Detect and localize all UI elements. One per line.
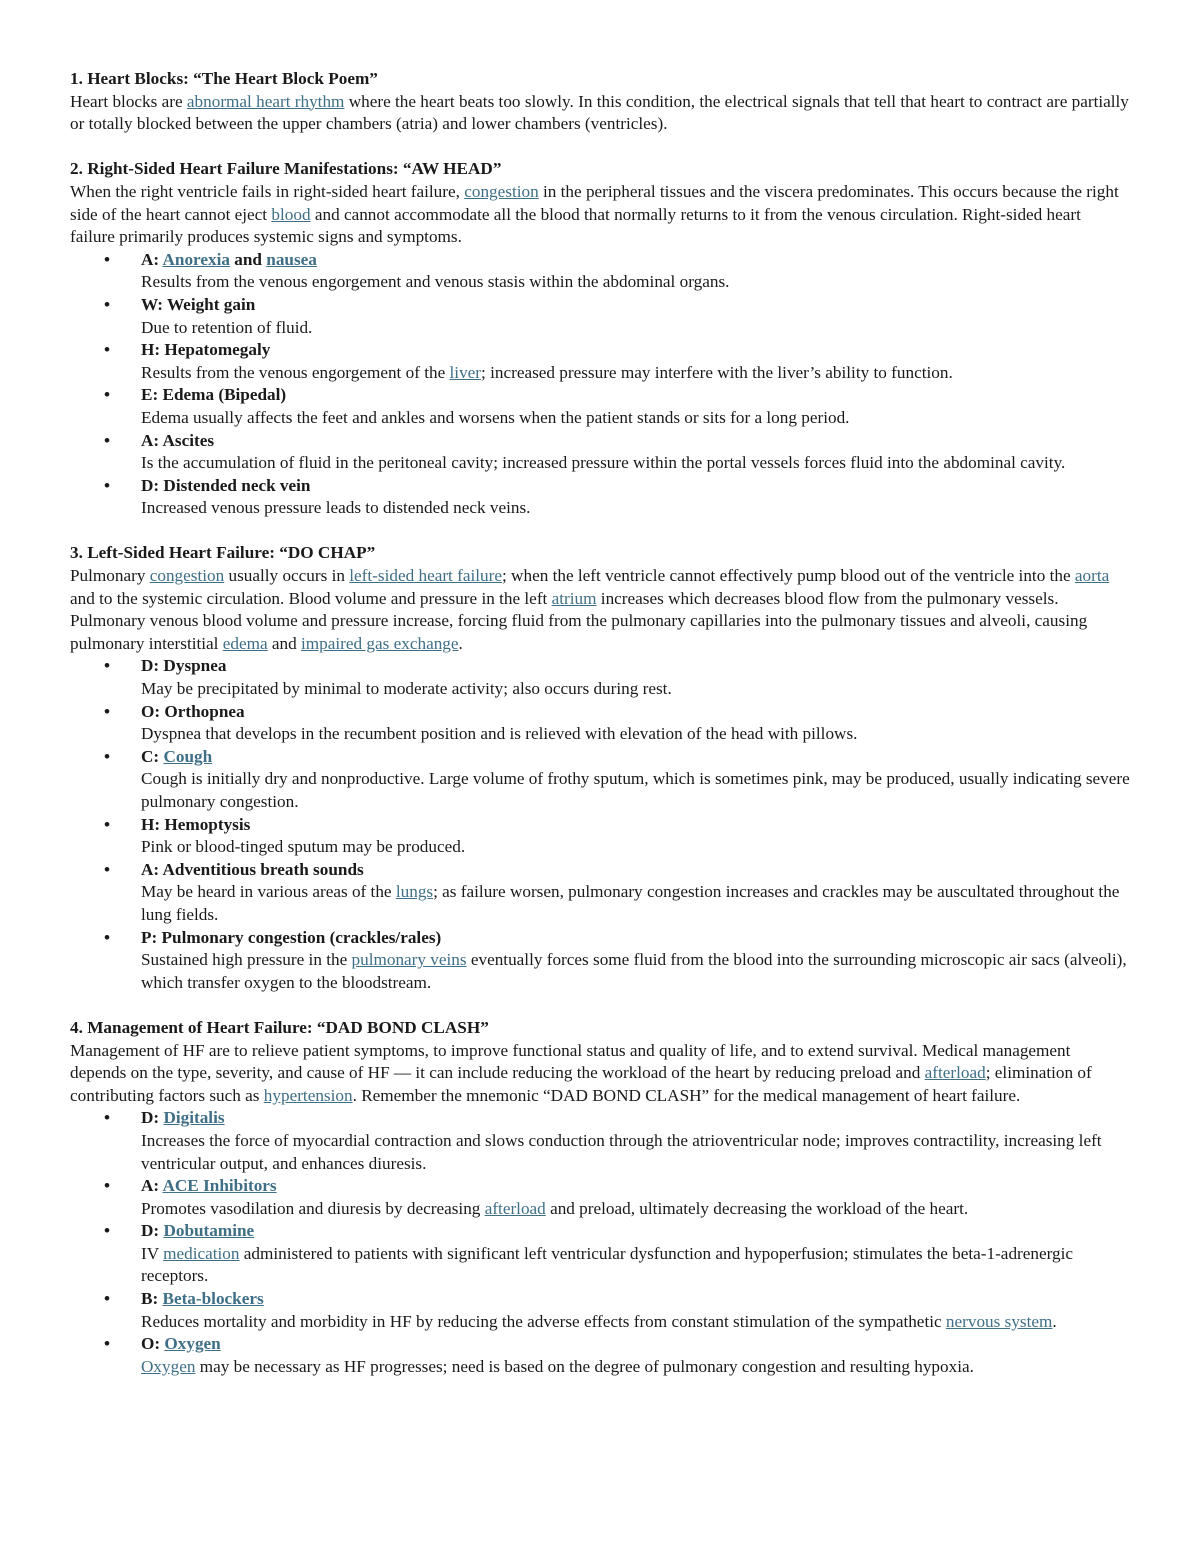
text-run: ; as failure worsen, pulmonary congestion increases and crackles may be auscultated throughout the lung fields. — [141, 882, 1120, 924]
item-title — [141, 860, 364, 879]
hyperlink[interactable]: atrium — [551, 588, 597, 608]
hyperlink[interactable]: afterload — [924, 1063, 986, 1083]
list-item — [70, 859, 1130, 927]
item-description — [141, 1198, 1130, 1221]
bullet-icon: • — [104, 814, 111, 834]
text-run: ; when the left ventricle cannot effectively pump blood out of the ventricle into the — [501, 566, 1075, 586]
bullet-icon: • — [104, 430, 111, 450]
item-title — [141, 431, 214, 450]
item-title — [141, 476, 311, 495]
text-run: A: Ascites — [141, 430, 215, 450]
item-title — [141, 656, 226, 675]
item-title — [141, 928, 441, 947]
text-run: IV — [141, 1243, 164, 1263]
hyperlink[interactable]: nausea — [266, 249, 317, 269]
section-paragraph — [70, 565, 1130, 655]
list-item — [70, 1107, 1130, 1175]
item-title — [141, 815, 250, 834]
section-heading: 1. Heart Blocks: “The Heart Block Poem” — [70, 69, 378, 88]
item-description — [141, 881, 1130, 926]
text-run: . Remember the mnemonic “DAD BOND CLASH” for the medical management of heart failure. — [352, 1085, 1021, 1105]
list-item — [70, 814, 1130, 859]
text-run: where the heart beats too slowly. In this condition, the electrical signals that tell that heart to contract are partially or totally blocked between the upper chambers (atria) and lower chambers (ventricles). — [70, 91, 1129, 134]
hyperlink[interactable]: Oxygen — [164, 1334, 221, 1354]
hyperlink[interactable]: left-sided heart failure — [349, 566, 502, 586]
hyperlink[interactable]: pulmonary veins — [351, 950, 467, 970]
item-title — [141, 385, 286, 404]
text-run: D: Dyspnea — [141, 656, 227, 676]
item-title — [141, 1289, 264, 1308]
bullet-icon: • — [104, 385, 111, 405]
text-run: D: — [141, 1108, 164, 1128]
bullet-icon: • — [104, 1221, 111, 1241]
item-title — [141, 747, 212, 766]
text-run: ; elimination of contributing factors such as — [70, 1063, 1092, 1105]
item-title — [141, 1176, 277, 1195]
text-run: Is the accumulation of fluid in the peritoneal cavity; increased pressure within the portal vessels forces fluid into the abdominal cavity. — [141, 453, 1066, 473]
bullet-icon: • — [104, 656, 111, 676]
text-run: Dyspnea that develops in the recumbent position and is relieved with elevation of the head with pillows. — [141, 724, 858, 744]
section-1 — [70, 68, 1130, 136]
section-3 — [70, 542, 1130, 994]
text-run: When the right ventricle fails in right-sided heart failure, — [70, 181, 465, 201]
text-run: may be necessary as HF progresses; need is based on the degree of pulmonary congestion and resulting hypoxia. — [195, 1356, 974, 1376]
item-title — [141, 1334, 221, 1353]
item-description — [141, 1243, 1130, 1288]
text-run: and cannot accommodate all the blood that normally returns to it from the venous circulation. Right-sided heart failure primarily produces systemic signs and symptoms. — [70, 204, 1081, 247]
bullet-icon: • — [104, 1108, 111, 1128]
text-run: O: Orthopnea — [141, 701, 245, 721]
list-item — [70, 384, 1130, 429]
text-run: Results from the venous engorgement of the — [141, 362, 450, 382]
hyperlink[interactable]: Anorexia — [162, 249, 230, 269]
text-run: ; increased pressure may interfere with the liver’s ability to function. — [481, 362, 953, 382]
item-title — [141, 295, 255, 314]
bullet-icon: • — [104, 746, 111, 766]
text-run: Due to retention of fluid. — [141, 317, 313, 337]
list-item — [70, 1288, 1130, 1333]
text-run: . — [458, 633, 463, 653]
list-item — [70, 701, 1130, 746]
item-description — [141, 271, 1130, 294]
text-run: May be heard in various areas of the — [141, 882, 396, 902]
text-run: Reduces mortality and morbidity in HF by reducing the adverse effects from constant stimulation of the sympathetic — [141, 1311, 946, 1331]
bullet-icon: • — [104, 1289, 111, 1309]
item-description — [141, 362, 1130, 385]
text-run: . — [1052, 1311, 1057, 1331]
hyperlink[interactable]: edema — [222, 633, 268, 653]
hyperlink[interactable]: ACE Inhibitors — [162, 1176, 277, 1196]
item-description — [141, 497, 1130, 520]
text-run: Pink or blood-tinged sputum may be produced. — [141, 837, 466, 857]
section-2 — [70, 158, 1130, 520]
item-description — [141, 407, 1130, 430]
text-run: administered to patients with significant left ventricular dysfunction and hypoperfusion; stimulates the beta-1-adrenergic receptors. — [141, 1243, 1074, 1286]
hyperlink[interactable]: medication — [163, 1243, 240, 1263]
bullet-list — [70, 249, 1130, 520]
hyperlink[interactable]: congestion — [149, 566, 225, 586]
item-title — [141, 1221, 254, 1240]
text-run: and — [229, 249, 267, 269]
hyperlink[interactable]: Beta-blockers — [162, 1289, 264, 1309]
text-run: and to the systemic circulation. Blood volume and pressure in the left — [70, 588, 552, 608]
item-description — [141, 768, 1130, 813]
item-description — [141, 678, 1130, 701]
text-run: Edema usually affects the feet and ankles and worsens when the patient stands or sits for a long period. — [141, 407, 850, 427]
hyperlink[interactable]: abnormal heart rhythm — [186, 91, 345, 111]
section-heading: 3. Left-Sided Heart Failure: “DO CHAP” — [70, 543, 376, 563]
list-item — [70, 339, 1130, 384]
list-item — [70, 927, 1130, 995]
item-title — [141, 340, 270, 359]
hyperlink[interactable]: hypertension — [263, 1085, 353, 1105]
list-item — [70, 1333, 1130, 1378]
hyperlink[interactable]: liver — [449, 362, 482, 382]
text-run: H: Hemoptysis — [141, 814, 251, 834]
text-run: Sustained high pressure in the — [141, 950, 352, 970]
bullet-icon: • — [104, 249, 111, 269]
text-run: P: Pulmonary congestion (crackles/rales) — [141, 927, 442, 947]
section-heading: 2. Right-Sided Heart Failure Manifestations: “AW HEAD” — [70, 159, 502, 179]
section-heading: 4. Management of Heart Failure: “DAD BOND CLASH” — [70, 1017, 489, 1037]
text-run: D: Distended neck vein — [141, 475, 311, 495]
item-description — [141, 1130, 1130, 1175]
hyperlink[interactable]: aorta — [1074, 566, 1110, 586]
hyperlink[interactable]: nervous system — [945, 1311, 1053, 1331]
bullet-icon: • — [104, 1176, 111, 1196]
item-description — [141, 1311, 1130, 1334]
text-run: usually occurs in — [224, 566, 350, 586]
text-run: Cough is initially dry and nonproductive. Large volume of frothy sputum, which is sometimes pink, may be produced, usually indicating severe pulmonary congestion. — [141, 769, 1130, 811]
text-run: Promotes vasodilation and diuresis by decreasing — [141, 1198, 485, 1218]
bullet-icon: • — [104, 927, 111, 947]
item-description — [141, 949, 1130, 994]
text-run: A: — [141, 1176, 163, 1196]
item-title — [141, 702, 245, 721]
section-4 — [70, 1017, 1130, 1379]
section-paragraph — [70, 1040, 1130, 1108]
text-run: May be precipitated by minimal to moderate activity; also occurs during rest. — [141, 679, 672, 699]
hyperlink[interactable]: impaired gas exchange — [301, 633, 459, 653]
bullet-icon: • — [104, 701, 111, 721]
bullet-icon: • — [104, 859, 111, 879]
text-run: Results from the venous engorgement and venous stasis within the abdominal organs. — [141, 272, 730, 292]
text-run: A: Adventitious breath sounds — [141, 859, 364, 879]
hyperlink[interactable]: blood — [271, 204, 311, 224]
text-run: E: Edema (Bipedal) — [141, 385, 287, 405]
text-run: H: Hepatomegaly — [141, 340, 271, 360]
bullet-icon: • — [104, 340, 111, 360]
bullet-list — [70, 1107, 1130, 1378]
bullet-icon: • — [104, 1334, 111, 1354]
item-description — [141, 1356, 1130, 1379]
text-run: A: — [141, 249, 163, 269]
item-description — [141, 723, 1130, 746]
item-description — [141, 836, 1130, 859]
list-item — [70, 294, 1130, 339]
list-item — [70, 1175, 1130, 1220]
text-run: and preload, ultimately decreasing the workload of the heart. — [545, 1198, 969, 1218]
item-title — [141, 250, 317, 269]
text-run: Management of HF are to relieve patient symptoms, to improve functional status and quality of life, and to extend survival. Medical management depends on the type, severity, and cause of HF — it can include reducing the workload of the heart by reducing preload and — [70, 1040, 1071, 1083]
list-item — [70, 746, 1130, 814]
text-run: B: — [141, 1289, 163, 1309]
hyperlink[interactable]: Oxygen — [141, 1356, 196, 1376]
list-item — [70, 249, 1130, 294]
text-run: in the peripheral tissues and the viscera predominates. This occurs because the right side of the heart cannot eject — [70, 181, 1119, 224]
text-run: eventually forces some fluid from the blood into the surrounding microscopic air sacs (alveoli), which transfer oxygen to the bloodstream. — [141, 950, 1127, 992]
hyperlink[interactable]: afterload — [484, 1198, 546, 1218]
item-description — [141, 317, 1130, 340]
text-run: D: — [141, 1221, 164, 1241]
text-run: Pulmonary — [70, 566, 150, 586]
bullet-list — [70, 655, 1130, 994]
text-run: Increases the force of myocardial contraction and slows conduction through the atrioventricular node; improves contractility, increasing left ventricular output, and enhances diuresis. — [141, 1130, 1102, 1173]
hyperlink[interactable]: congestion — [464, 181, 539, 201]
item-title — [141, 1108, 225, 1127]
item-description — [141, 452, 1130, 475]
text-run: W: Weight gain — [141, 294, 256, 314]
text-run: O: — [141, 1334, 165, 1354]
hyperlink[interactable]: Digitalis — [163, 1108, 225, 1128]
text-run: C: — [141, 746, 164, 766]
text-run: Increased venous pressure leads to distended neck veins. — [141, 498, 531, 518]
list-item — [70, 430, 1130, 475]
list-item — [70, 1220, 1130, 1288]
section-paragraph — [70, 181, 1130, 249]
text-run: increases which decreases blood flow from the pulmonary vessels. Pulmonary venous blood volume and pressure increase, forcing fluid from the pulmonary capillaries into the pulmonary tissues and alveoli, causing pulmonary interstitial — [70, 588, 1088, 653]
document-page — [70, 68, 1130, 1401]
hyperlink[interactable]: lungs — [395, 882, 434, 902]
text-run: and — [267, 633, 302, 653]
hyperlink[interactable]: Dobutamine — [163, 1221, 255, 1241]
hyperlink[interactable]: Cough — [163, 746, 213, 766]
list-item — [70, 475, 1130, 520]
text-run: Heart blocks are — [70, 91, 187, 111]
bullet-icon: • — [104, 475, 111, 495]
bullet-icon: • — [104, 294, 111, 314]
list-item — [70, 655, 1130, 700]
section-paragraph — [70, 91, 1130, 136]
